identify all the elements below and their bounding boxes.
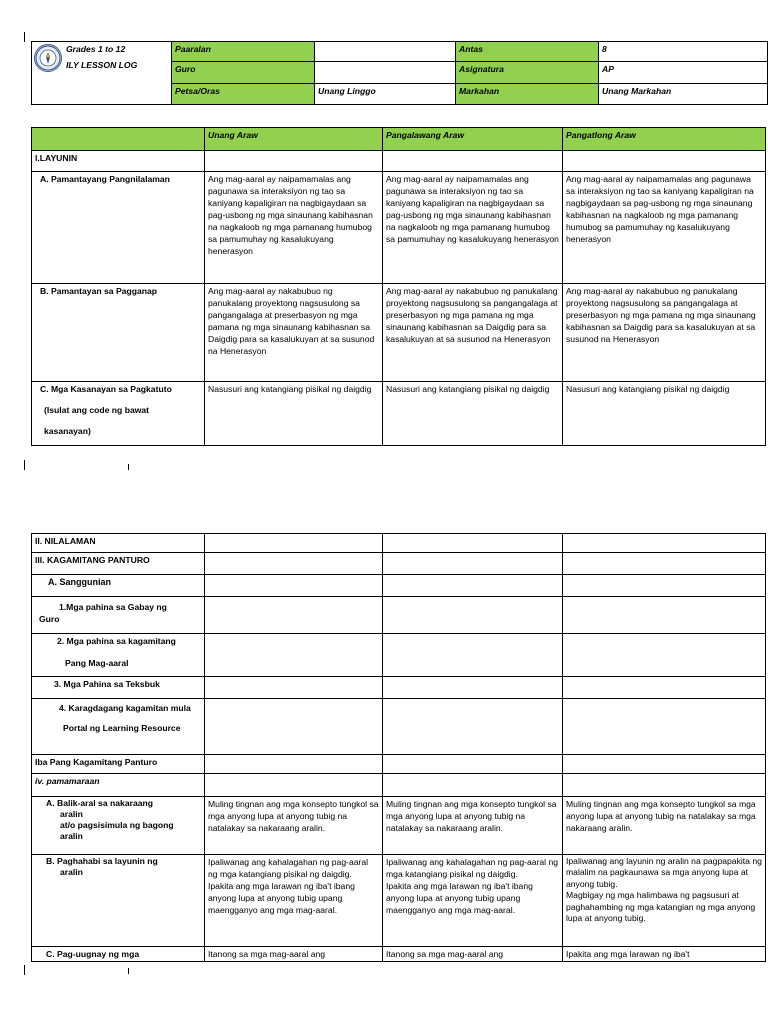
page-corner-mark-bottom-right — [128, 968, 129, 974]
page-corner-mark-bottom-left — [24, 965, 25, 975]
balik-aral-line-2: aralin — [60, 809, 83, 819]
paaralan-value[interactable] — [315, 42, 456, 62]
kagamitang-cell-3[interactable] — [563, 553, 766, 575]
gabay-guro-label — [32, 597, 205, 634]
nilalaman-cell-1[interactable] — [205, 534, 383, 553]
iba-cell-1[interactable] — [205, 755, 383, 774]
karagdagang-cell-3[interactable] — [563, 699, 766, 755]
kagamitang-panturo-heading: III. KAGAMITANG PANTURO — [32, 553, 205, 575]
gabay-cell-3[interactable] — [563, 597, 766, 634]
kasanayan-cell-1[interactable]: Nasusuri ang katangiang pisikal ng daigdig — [205, 382, 383, 446]
teksbuk-label — [32, 677, 205, 699]
day-header-2: Pangalawang Araw — [383, 128, 563, 151]
sanggunian-cell-2[interactable] — [383, 575, 563, 597]
gabay-guro-line-1: 1.Mga pahina sa Gabay ng — [59, 602, 167, 612]
nilalaman-heading: II. NILALAMAN — [32, 534, 205, 553]
layunin-cell-3[interactable] — [563, 151, 766, 172]
lesson-log-header-table — [31, 41, 768, 105]
antas-value[interactable]: 8 — [599, 42, 768, 62]
kagamitang-mag-aaral-line-2: Pang Mag-aaral — [65, 658, 129, 668]
kagamitang-cell-1[interactable] — [205, 553, 383, 575]
pamamaraan-cell-2[interactable] — [383, 774, 563, 797]
balik-aral-cell-1[interactable]: Muling tingnan ang mga konsepto tungkol sa mga anyong lupa at anyong tubig na natalakay sa nakaraang aralin. — [205, 797, 383, 855]
iba-pang-kagamitan-label: Iba Pang Kagamitang Panturo — [32, 755, 205, 774]
kasanayan-sub-1: (Isulat ang code ng bawat — [44, 405, 150, 415]
kagamitang-mag-aaral-label — [32, 634, 205, 677]
iba-cell-2[interactable] — [383, 755, 563, 774]
kasanayan-sub-2: kasanayan) — [44, 426, 91, 436]
deped-seal-icon — [34, 44, 62, 72]
page-corner-mark-mid-left — [24, 460, 25, 470]
asignatura-label: Asignatura — [456, 62, 599, 84]
day-header-1: Unang Araw — [205, 128, 383, 151]
pag-uugnay-cell-2[interactable]: Itanong sa mga mag-aaral ang — [383, 947, 563, 962]
balik-aral-line-3: at/o pagsisimula ng bagong — [60, 820, 174, 830]
pamamaraan-cell-3[interactable] — [563, 774, 766, 797]
page-corner-mark-mid-right — [128, 464, 129, 470]
teksbuk-cell-1[interactable] — [205, 677, 383, 699]
pangnilalaman-cell-2[interactable]: Ang mag-aaral ay naipamamalas ang pagunawa sa interaksiyon ng tao sa kaniyang kapaligiran na nagbigaydaan sa pag-usbong ng mga sinaunang kabihasnan na nagkaloob ng mga pamanang humubog sa pamumuhay ng kasalukuyang henerasyon — [383, 172, 563, 284]
sanggunian-label — [32, 575, 205, 597]
layunin-cell-2[interactable] — [383, 151, 563, 172]
pangnilalaman-cell-3[interactable]: Ang mag-aaral ay naipamamalas ang pagunawa sa interaksiyon ng tao sa kaniyang kapaligiran na nagbigaydaan sa pag-usbong ng mga sinaunang kabihasnan na nagkaloob ng mga pamanang humubog sa pamumuhay ng kasalukuyang henerasyon — [563, 172, 766, 284]
pamamaraan-cell-1[interactable] — [205, 774, 383, 797]
mag-aaral-cell-2[interactable] — [383, 634, 563, 677]
asignatura-value[interactable]: AP — [599, 62, 768, 84]
pamamaraan-heading: iv. pamamaraan — [32, 774, 205, 797]
karagdagang-cell-2[interactable] — [383, 699, 563, 755]
header-title-cell — [32, 42, 172, 105]
paghahabi-cell-3[interactable] — [563, 855, 766, 947]
iba-cell-3[interactable] — [563, 755, 766, 774]
sanggunian-text: A. Sanggunian — [48, 577, 111, 587]
mag-aaral-cell-3[interactable] — [563, 634, 766, 677]
petsa-value[interactable]: Unang Linggo — [315, 84, 456, 105]
karagdagang-line-1: 4. Karagdagang kagamitan mula — [59, 703, 191, 713]
layunin-heading: I.LAYUNIN — [32, 151, 205, 172]
kasanayan-label: C. Mga Kasanayan sa Pagkatuto — [40, 384, 172, 394]
kasanayan-label-cell — [32, 382, 205, 446]
paghahabi-cell-2-para-1: Ipaliwanag ang kahalagahan ng pag-aaral ng mga katangiang pisikal ng daigdig. — [386, 857, 559, 879]
paghahabi-cell-1-para-1: Ipaliwanag ang kahalagahan ng pag-aaral ng mga katangiang pisikal ng daigdig. — [208, 857, 369, 879]
layunin-cell-1[interactable] — [205, 151, 383, 172]
pagganap-cell-1[interactable]: Ang mag-aaral ay nakabubuo ng panukalang proyektong nagsusulong sa pangangalaga at preserbasyon ng mga pamana ng mga sinaunang kabihasnan sa Daigdig para sa kasalukuyan at sa susunod na Henerasyon — [205, 284, 383, 382]
petsa-label: Petsa/Oras — [172, 84, 315, 105]
paghahabi-cell-2-para-2: Ipakita ang mga larawan ng iba't ibang anyong lupa at anyong tubig upang maengganyo ang mga mag-aaral. — [386, 881, 533, 915]
gabay-cell-1[interactable] — [205, 597, 383, 634]
pagganap-cell-2[interactable]: Ang mag-aaral ay nakabubuo ng panukalang proyektong nagsusulong sa pangangalaga at preserbasyon ng mga pamana ng mga sinaunang kabihasnan sa Daigdig para sa kasalukuyan at sa susunod na Henerasyon — [383, 284, 563, 382]
page-corner-mark-top — [24, 32, 25, 42]
paghahabi-cell-3-para-2: Magbigay ng mga halimbawa ng pagsusuri at paghahambing ng mga katangian ng mga anyong lupa at anyong tubig. — [566, 890, 756, 924]
pag-uugnay-text: C. Pag-uugnay ng mga — [46, 949, 140, 959]
karagdagang-line-2: Portal ng Learning Resource — [63, 723, 181, 733]
mag-aaral-cell-1[interactable] — [205, 634, 383, 677]
paghahabi-cell-1[interactable] — [205, 855, 383, 947]
paghahabi-cell-2[interactable] — [383, 855, 563, 947]
sanggunian-cell-3[interactable] — [563, 575, 766, 597]
pagganap-cell-3[interactable]: Ang mag-aaral ay nakabubuo ng panukalang proyektong nagsusulong sa pangangalaga at preserbasyon ng mga pamana ng mga sinaunang kabihasnan sa Daigdig para sa kasalukuyan at sa susunod na Henerasyon — [563, 284, 766, 382]
guro-value[interactable] — [315, 62, 456, 84]
balik-aral-line-4: aralin — [60, 831, 83, 841]
pamantayan-pagganap-text: B. Pamantayan sa Pagganap — [40, 286, 158, 296]
nilalaman-cell-2[interactable] — [383, 534, 563, 553]
paghahabi-line-2: aralin — [60, 867, 83, 877]
paghahabi-label — [32, 855, 205, 947]
nilalaman-table — [31, 533, 766, 962]
balik-aral-line-1: A. Balik-aral sa nakaraang — [46, 798, 153, 808]
teksbuk-cell-3[interactable] — [563, 677, 766, 699]
day-header-3: Pangatlong Araw — [563, 128, 766, 151]
paaralan-label: Paaralan — [172, 42, 315, 62]
gabay-guro-line-2: Guro — [39, 614, 60, 624]
guro-label: Guro — [172, 62, 315, 84]
markahan-label: Markahan — [456, 84, 599, 105]
pag-uugnay-cell-3[interactable]: Ipakita ang mga larawan ng iba't — [563, 947, 766, 962]
pangnilalaman-cell-1[interactable]: Ang mag-aaral ay naipamamalas ang pagunawa sa interaksiyon ng tao sa kaniyang kapaligiran na nagbigaydaan sa pag-usbong ng mga sinaunang kabihasnan na nagkaloob ng mga pamanang humubog sa pamumuhay ng kasalukuyang henerasyon — [205, 172, 383, 284]
kasanayan-cell-2[interactable]: Nasusuri ang katangiang pisikal ng daigdig — [383, 382, 563, 446]
daily-lesson-log-title: ILY LESSON LOG — [66, 60, 138, 70]
nilalaman-cell-3[interactable] — [563, 534, 766, 553]
paghahabi-cell-1-para-2: Ipakita ang mga larawan ng iba't ibang anyong lupa at anyong tubig upang maengganyo ang mga mag-aaral. — [208, 881, 355, 915]
balik-aral-cell-2[interactable]: Muling tingnan ang mga konsepto tungkol sa mga anyong lupa at anyong tubig na natalakay sa nakaraang aralin. — [383, 797, 563, 855]
sanggunian-cell-1[interactable] — [205, 575, 383, 597]
day-header-blank — [32, 128, 205, 151]
pamantayan-pagganap-label — [32, 284, 205, 382]
teksbuk-cell-2[interactable] — [383, 677, 563, 699]
balik-aral-label — [32, 797, 205, 855]
antas-label: Antas — [456, 42, 599, 62]
pag-uugnay-cell-1[interactable]: Itanong sa mga mag-aaral ang — [205, 947, 383, 962]
karagdagang-cell-1[interactable] — [205, 699, 383, 755]
markahan-value[interactable]: Unang Markahan — [599, 84, 768, 105]
balik-aral-cell-3[interactable]: Muling tingnan ang mga konsepto tungkol sa mga anyong lupa at anyong tubig na natalakay sa mga nakaraang aralin. — [563, 797, 766, 855]
paghahabi-line-1: B. Paghahabi sa layunin ng — [46, 856, 158, 866]
layunin-table — [31, 127, 766, 446]
kasanayan-cell-3[interactable]: Nasusuri ang katangiang pisikal ng daigdig — [563, 382, 766, 446]
pag-uugnay-label — [32, 947, 205, 962]
pamantayang-pangnilalaman-label — [32, 172, 205, 284]
kagamitang-cell-2[interactable] — [383, 553, 563, 575]
pamantayang-pangnilalaman-text: A. Pamantayang Pangnilalaman — [40, 174, 170, 184]
teksbuk-text: 3. Mga Pahina sa Teksbuk — [54, 679, 160, 689]
paghahabi-cell-3-para-1: Ipaliwanag ang layunin ng aralin na pagpapakita ng malalim na pagkaunawa sa mga anyong lupa at anyong tubig. — [566, 856, 762, 889]
gabay-cell-2[interactable] — [383, 597, 563, 634]
kagamitang-mag-aaral-line-1: 2. Mga pahina sa kagamitang — [57, 636, 176, 646]
karagdagang-kagamitan-label — [32, 699, 205, 755]
grades-label: Grades 1 to 12 — [66, 44, 126, 54]
